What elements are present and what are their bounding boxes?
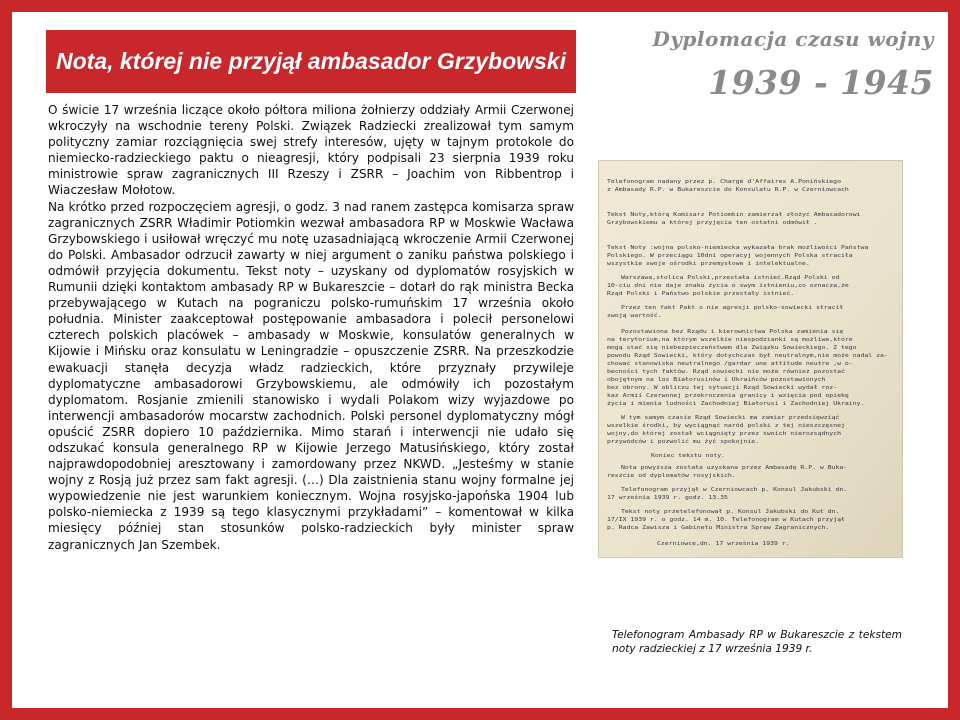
- telegram-line: becności tych faktów. Rząd sowiecki nie może również pozostać: [607, 369, 813, 375]
- telegram-line: Pozostawiona bez Rządu i kierownictwa Polska zamienia się: [621, 329, 845, 335]
- image-caption: Telefonogram Ambasady RP w Bukareszcie z tekstem noty radzieckiej z 17 września 1939 r.: [612, 629, 902, 655]
- telegram-line: Tekst noty przetelefonował p. Konsul Jakubski do Kut dn.: [621, 509, 840, 515]
- telegram-line: życia i mienia ludności Zachodniej Białorusi i Zachodniej Ukrainy.: [607, 401, 830, 407]
- telegram-line: 17 września 1939 r. godz. 13.35: [607, 495, 712, 501]
- telegram-line: wszystkie swoje ośrodki przemysłowe i intelektualne.: [607, 261, 783, 267]
- telegram-line: Telefonogram przyjął w Czerniowcach p. Konsul Jakubski dn.: [621, 487, 848, 493]
- telegram-line: 17/IX 1939 r. o godz. 14 m. 10. Telefonogram w Kutach przyjął: [607, 517, 845, 523]
- telegram-line: mogą stać się niebezpieczeństwem dla Związku Sowieckiego. Z tego: [607, 345, 823, 351]
- telegram-line: powodu Rząd Sowiecki, który dotychczas był neutralnym,nie może nadal za-: [607, 353, 850, 359]
- telegram-line: wszelkie środki, by wyciągnąć naród polski z tej nieszczęsnej: [607, 423, 813, 429]
- telegram-line: reszcie od dyplomatów rosyjskich.: [607, 473, 719, 479]
- telegram-line: p. Radca Zawisza i Gabinetu Ministra Spraw Zagranicznych.: [607, 525, 830, 531]
- telegram-line: bez obrony. W obliczu tej sytuacji Rząd Sowiecki wydał roz-: [607, 385, 838, 391]
- telegram-line: na terytorium,na którym wszelkie niespodzianki są możliwe,które: [607, 337, 820, 343]
- page-title-box: [46, 30, 576, 93]
- telegram-line: obojętnym na los Białorusinów i Ukraińców pozostawionych: [607, 377, 796, 383]
- telegram-line: swoją wartość.: [607, 313, 655, 319]
- article-body: [48, 102, 574, 553]
- article-paragraph: Na krótko przed rozpoczęciem agresji, o godz. 3 nad ranem zastępca komisarza spraw zagranicznych ZSRR Władimir Potiomkin wezwał ambasadora RP w Moskwie Wacława Grzybowskiego i usiłował wręczyć mu notę uzasadniającą wkroczenie Armii Czerwonej do Polski. Ambasador odrzucił zawarty w niej argument o zaniku państwa polskiego i odmówił przyjęcia dokumentu. Tekst noty – uzyskany od dyplomatów rosyjskich w Rumunii dzięki kontaktom ambasady RP w Bukareszcie – dotarł do rąk ministra Becka przebywającego w Kutach na pograniczu polsko-rumuńskim 17 września około południa. Minister zaakceptował postępowanie ambasadora i polecił personelowi czterech polskich placówek – ambasady w Moskwie, konsulatów generalnych w Kijowie i Mińsku oraz konsulatu w Leningradzie – opuszczenie ZSRR. Na przeszkodzie ewakuacji stanęła decyzja władz radzieckich, które przyznały przywileje dyplomatyczne ambasadorowi Grzybowskiemu, ale odmówiły ich pozostałym dyplomatom. Rosjanie zmienili stanowisko i wydali Polakom wizy wyjazdowe po interwencji ambasadorów mocarstw zachodnich. Polski personel dyplomatyczny mógł opuścić ZSRR dopiero 10 października. Mimo starań i interwencji nie udało się odszukać konsula generalnego RP w Kijowie Jerzego Matusińskiego, który został najprawdopodobniej aresztowany i zamordowany przez NKWD. „Jesteśmy w stanie wojny z Rosją już przez sam fakt agresji. (…) Dla zaistnienia stanu wojny formalne jej wypowiedzenie nie jest warunkiem koniecznym. Wojna rosyjsko-japońska 1904 lub polsko-niemiecka z 1939 są tego klasycznymi przykładami” – komentował w kilka miesięcy później stan stosunków polsko-radzieckich były minister spraw zagranicznych Jan Szembek.: [48, 199, 574, 552]
- telegram-line: Przez ten fakt Pakt o nie agresji polsko-sowiecki stracił: [621, 305, 844, 311]
- telegram-line: W tym samym czasie Rząd Sowiecki ma zamiar przedsięwziąć: [621, 415, 810, 421]
- telegram-line: Tekst Noty,którą Komisarz Potiomkin zamierzał złożyć Ambasadorowi: [607, 212, 826, 218]
- telegram-line: kaz Armii Czerwonej przekroczenia granicy i wzięcia pod opiekę: [607, 393, 850, 399]
- telegram-line: chować stanowiska neutralnego /gardar une attitude neutre ,w o-: [607, 361, 820, 367]
- telegram-line: Telefonogram nadany przez p. Chargé d'Affaires A.Ponińskiego: [607, 179, 810, 185]
- telegram-line: z Ambasady R.P. w Bukareszcie do Konsulatu R.P. w Czerniowcach: [607, 187, 849, 193]
- telegram-line: Warszawa,stolica Polski,przestała istnieć.Rząd Polski od: [621, 275, 810, 281]
- telegram-document-scan: [599, 161, 902, 557]
- telegram-line: Grzybowskiemu a której przyjęcia ten ostatni odmówił .: [607, 220, 789, 226]
- telegram-line: Rząd Polski i Państwo polskie przestały istnieć.: [607, 291, 769, 297]
- page-title: Nota, której nie przyjął ambasador Grzybowski: [56, 48, 566, 74]
- article-paragraph: O świcie 17 września liczące około półtora miliona żołnierzy oddziały Armii Czerwonej wkroczyły na wschodnie tereny Polski. Związek Radziecki zrealizował tym samym polityczny zamiar rozciągnięcia swej strefy interesów, ujęty w tajnym protokole do niemiecko-radzieckiego paktu o nieagresji, który podpisali 23 sierpnia 1939 roku ministrowie spraw zagranicznych III Rzeszy i ZSRR – Joachim von Ribbentrop i Wiaczesław Mołotow.: [48, 103, 574, 198]
- telegram-line: przywódców i pozwolić mu żyć spokojnie.: [607, 439, 739, 445]
- series-years: 1939 - 1945: [708, 63, 934, 102]
- telegram-line: Nota powyższa została uzyskana przez Ambasadę R.P. w Buka-: [621, 465, 848, 471]
- telegram-line: Koniec tekstu noty.: [651, 453, 726, 459]
- telegram-line: 10-ciu dni nie daje znaku życia o swym istnieniu,co oznacza,że: [607, 283, 850, 289]
- telegram-line: Polskiego. W przeciągu 10dni operacyj wojennych Polska straciła: [607, 253, 853, 259]
- telegram-line: wojny,do której został wciągnięty przez swoich nierozsądnych: [607, 431, 810, 437]
- series-subtitle: Dyplomacja czasu wojny: [652, 27, 934, 51]
- telegram-document-image: [598, 160, 903, 558]
- telegram-line: Czerniowce,dn. 17 września 1939 r.: [657, 541, 772, 547]
- telegram-line: Tekst Noty :wojna polsko-niemiecka wykazała brak możliwości Państwa: [607, 245, 833, 251]
